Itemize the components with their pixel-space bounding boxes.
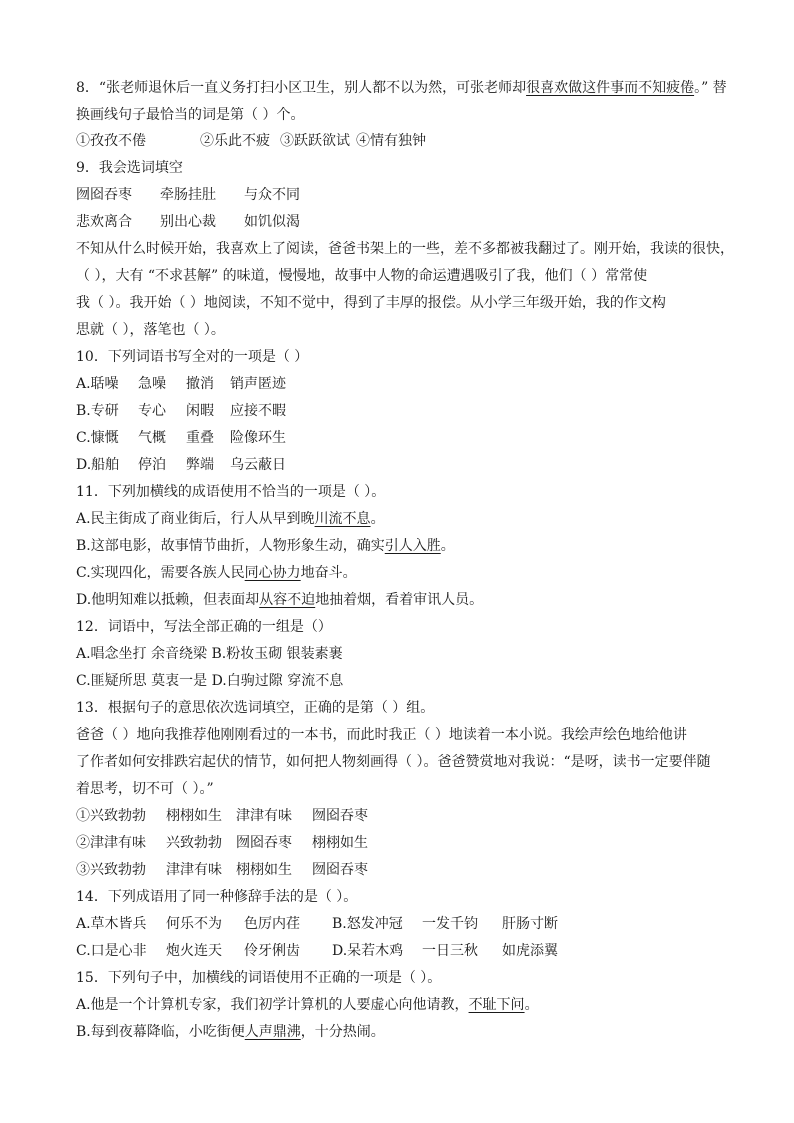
q8-stem-line2: 换画线句子最恰当的词是第（ ）个。 [76,107,305,123]
q14-word: 伶牙俐齿 [244,943,300,959]
q10-option-a [76,374,286,394]
q11-option-c [76,563,357,583]
q15-underlined-phrase: 人声鼎沸 [244,1024,301,1040]
q13-word: 津津有味 [236,808,292,824]
q9-word: 牵肠挂肚 [160,187,216,203]
q9-paragraph-line: 不知从什么时候开始，我喜欢上了阅读，爸爸书架上的一些，差不多都被我翻过了。刚开始，我读的很快， [76,241,734,257]
q10-word: 撤消 [186,376,214,392]
q14-word: 肝肠寸断 [502,916,558,932]
q10-word: 销声匿迹 [230,376,286,392]
q13-word: 栩栩如生 [166,808,222,824]
q10-word: 重叠 [186,430,214,446]
q11-option-d [76,590,483,610]
q10-option-b [76,401,286,421]
q9-paragraph-line: 我（ ）。我开始（ ）地阅读，不知不觉中，得到了丰厚的报偿。从小学三年级开始，我的作文构 [76,295,666,311]
q10-word: D.船舶 [76,457,120,473]
q10-word: 停泊 [138,457,166,473]
q10-word: 险像环生 [230,430,286,446]
q10-title: 10．下列词语书写全对的一项是（ ） [76,349,309,365]
q11-text: 。 [440,538,455,554]
q14-word: B.怒发冲冠 [332,916,403,932]
q10-word: 乌云蔽日 [230,457,286,473]
q13-word: 囫囵吞枣 [312,862,368,878]
q14-word: C.口是心非 [76,943,147,959]
q14-options-row2 [76,941,558,961]
q12-title: 12．词语中，写法全部正确的一组是（） [76,619,332,635]
q11-text: A.民主街成了商业街后，行人从早到晚 [76,511,315,527]
q8-option: ③跃跃欲试 [280,133,350,149]
q10-word: C.慷慨 [76,430,119,446]
q15-text: ，十分热闹。 [300,1024,385,1040]
q13-word: 囫囵吞枣 [236,835,292,851]
q10-word: 急噪 [138,376,166,392]
q14-word: 一日三秋 [422,943,478,959]
q13-option-3 [76,860,368,880]
q8-text-a: 8．“张老师退休后一直义务打扫小区卫生，别人都不以为然，可张老师却 [76,80,527,96]
q13-word: 囫囵吞枣 [312,808,368,824]
q14-word: 色厉内荏 [244,916,300,932]
q8-options [76,131,426,151]
q11-text: 地奋斗。 [300,565,357,581]
q14-word: 如虎添翼 [502,943,558,959]
q9-title: 9．我会选词填空 [76,160,183,176]
q11-underlined-idiom: 引人入胜 [384,538,441,554]
q11-text: 地抽着烟，看着审讯人员。 [315,592,484,608]
q10-option-c [76,428,286,448]
q10-word: 闲暇 [186,403,214,419]
q13-option-2 [76,833,368,853]
q14-title: 14．下列成语用了同一种修辞手法的是（ ）。 [76,889,358,905]
q14-word: 炮火连天 [166,943,222,959]
q13-option-1 [76,806,368,826]
q9-word: 囫囵吞枣 [76,187,132,203]
q15-title: 15．下列句子中，加横线的词语使用不正确的一项是（ ）。 [76,970,442,986]
q13-word: ③兴致勃勃 [76,862,146,878]
q13-paragraph-line: 了作者如何安排跌宕起伏的情节，如何把人物刻画得（ ）。爸爸赞赏地对我说：“是呀，读书一定要伴随 [76,754,711,770]
q14-word: 一发千钧 [422,916,478,932]
q9-word: 别出心裁 [160,214,216,230]
q13-word: 栩栩如生 [312,835,368,851]
q15-text: B.每到夜幕降临，小吃街便 [76,1024,245,1040]
q11-option-a [76,509,385,529]
q14-options-row1 [76,914,558,934]
q9-word-bank-row2 [76,212,300,232]
q9-word: 如饥似渴 [244,214,300,230]
q13-paragraph-line: 着思考，切不可（ ）。” [76,781,214,797]
q15-option-a [76,995,539,1015]
q13-word: 兴致勃勃 [166,835,222,851]
q12-options-row2: C.匪疑所思 莫衷一是 D.白驹过隙 穿流不息 [76,673,344,689]
q11-text: D.他明知难以抵赖，但表面却 [76,592,260,608]
q11-text: 。 [370,511,385,527]
q10-word: 弊端 [186,457,214,473]
q8-option: ①孜孜不倦 [76,133,146,149]
q14-word: 何乐不为 [166,916,222,932]
q14-word: A.草木皆兵 [76,916,147,932]
q9-word-bank-row1 [76,185,300,205]
q10-word: 专心 [138,403,166,419]
q13-word: ①兴致勃勃 [76,808,146,824]
q11-title: 11．下列加横线的成语使用不恰当的一项是（ ）。 [76,484,386,500]
q8-stem-line1 [76,78,727,98]
q8-option: ②乐此不疲 [200,133,270,149]
q11-underlined-idiom: 同心协力 [244,565,301,581]
q11-option-b [76,536,455,556]
q11-text: B.这部电影，故事情节曲折，人物形象生动，确实 [76,538,385,554]
q13-word: 津津有味 [166,862,222,878]
q10-word: 气概 [138,430,166,446]
q8-text-b: 。” 替 [694,80,727,96]
q9-paragraph-line: （ ），大有 “不求甚解” 的味道，慢慢地，故事中人物的命运遭遇吸引了我，他们（ ）常常使 [76,268,648,284]
q14-word: D.呆若木鸡 [332,943,404,959]
q12-options-row1: A.唱念坐打 余音绕梁 B.粉妆玉砌 银装素裹 [76,646,343,662]
q10-option-d [76,455,286,475]
q8-option: ④情有独钟 [356,133,426,149]
q15-text: 。 [524,997,539,1013]
q8-underlined-phrase: 很喜欢做这件事而不知疲倦 [526,80,695,96]
q13-paragraph-line: 爸爸（ ）地向我推荐他刚刚看过的一本书，而此时我正（ ）地读着一本小说。我绘声绘色地给他讲 [76,727,687,743]
q11-underlined-idiom: 川流不息 [314,511,371,527]
q10-word: B.专研 [76,403,119,419]
q9-paragraph-line: 思就（ ），落笔也（ ）。 [76,322,225,338]
q15-text: A.他是一个计算机专家，我们初学计算机的人要虚心向他请教， [76,997,469,1013]
q10-word: 应接不暇 [230,403,286,419]
q11-underlined-idiom: 从容不迫 [259,592,316,608]
q13-word: 栩栩如生 [236,862,292,878]
q13-word: ②津津有味 [76,835,146,851]
q9-word: 与众不同 [244,187,300,203]
q13-title: 13．根据句子的意思依次选词填空，正确的是第（ ）组。 [76,700,435,716]
q10-word: A.聒噪 [76,376,119,392]
q15-option-b [76,1022,385,1042]
q15-underlined-phrase: 不耻下问 [468,997,525,1013]
q11-text: C.实现四化，需要各族人民 [76,565,245,581]
q9-word: 悲欢离合 [76,214,132,230]
